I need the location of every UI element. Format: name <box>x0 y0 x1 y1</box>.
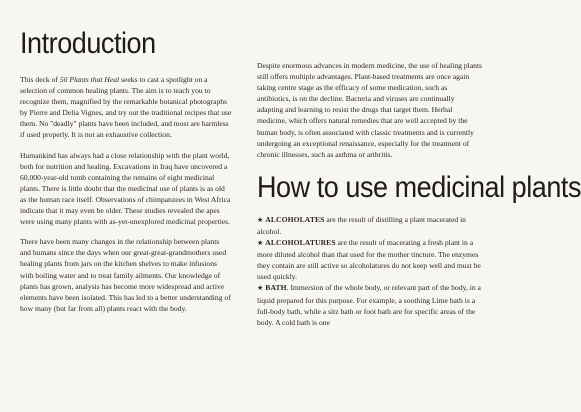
entry-text: . Immersion of the whole body, or relevant part of the body, in a liquid prepared for this purpose. For example, a soothing Lime bath is a full-body bath, while a sitz bath or foot bath are for specific areas of the body. A cold bath is one <box>257 283 481 327</box>
intro-paragraph-1 <box>20 74 232 141</box>
intro-p1-rest: seeks to cast a spotlight on a selection of common healing plants. The aim is to teach you to recognize them, magnified by the remarkable botanical photographs by Pierre and Delia Vignes, and try out the traditional recipes that use them. No "deadly" plants have been included, and most are harmless if used properly. It is not an exhaustive collection. <box>20 75 232 140</box>
star-icon: ★ <box>257 239 264 248</box>
right-column <box>257 60 581 328</box>
advantages-paragraph: Despite enormous advances in modern medicine, the use of healing plants still offers multiple advantages. Plant-based treatments are once again taking centre stage as the efficacy of some medication, such as antibiotics, is on the decline. Bacteria and viruses are continually adapting and learning to resist the drugs that target them. Herbal medicine, which offers natural remedies that are well accepted by the human body, is often associated with classic treatments and is currently undergoing an exceptional renaissance, especially for the treatment of chronic illnesses, such as asthma or arthritis. <box>257 61 483 159</box>
how-to-use-heading: How to use medicinal plants <box>257 170 581 204</box>
intro-paragraph-2: Humankind has always had a close relationship with the plant world, both for nutrition and healing. Excavations in Iraq have uncovered a 60,000-year-old tomb containing the remains of eight medicinal plants. There is little doubt that the medicinal use of plants is as old as the human race itself. Observations of chimpanzees in West Africa indicate that it may even be older. These studies revealed the apes were using many plants with as-yet-unexplored medicinal properties. <box>20 150 231 227</box>
entry-alcoholates <box>257 214 482 237</box>
entry-term: ALCOHOLATURES <box>265 238 336 248</box>
entry-text: are the result of distilling a plant macerated in alcohol. <box>257 214 466 236</box>
intro-paragraph-3: There have been many changes in the relationship between plants and humans since the days when our great-great-grandmothers used healing plants from jars on the kitchen shelves to make infusions with boiling water and to treat family ailments. Our knowledge of plants has grown, analysis has become more widespread and active elements have been isolated. This has led to a better understanding of how many (but far from all) plants react with the body. <box>20 237 231 313</box>
introduction-heading: Introduction <box>20 27 156 60</box>
intro-p1-lead: This deck of <box>20 75 60 84</box>
left-column <box>20 28 232 323</box>
entry-alcoholatures <box>257 237 482 282</box>
entry-text: are the result of macerating a fresh plant in a more diluted alcohol than that used for the mother tincture. The enzymes they contain are still active so alcoholatures do not keep well and must be used quickly. <box>257 238 481 282</box>
star-icon: ★ <box>257 215 264 224</box>
entry-bath <box>257 282 482 327</box>
entry-term: ALCOHOLATES <box>265 214 325 224</box>
star-icon: ★ <box>257 284 264 293</box>
book-title-italic: 50 Plants that Heal <box>59 75 120 84</box>
entry-term: BATH <box>265 283 287 293</box>
